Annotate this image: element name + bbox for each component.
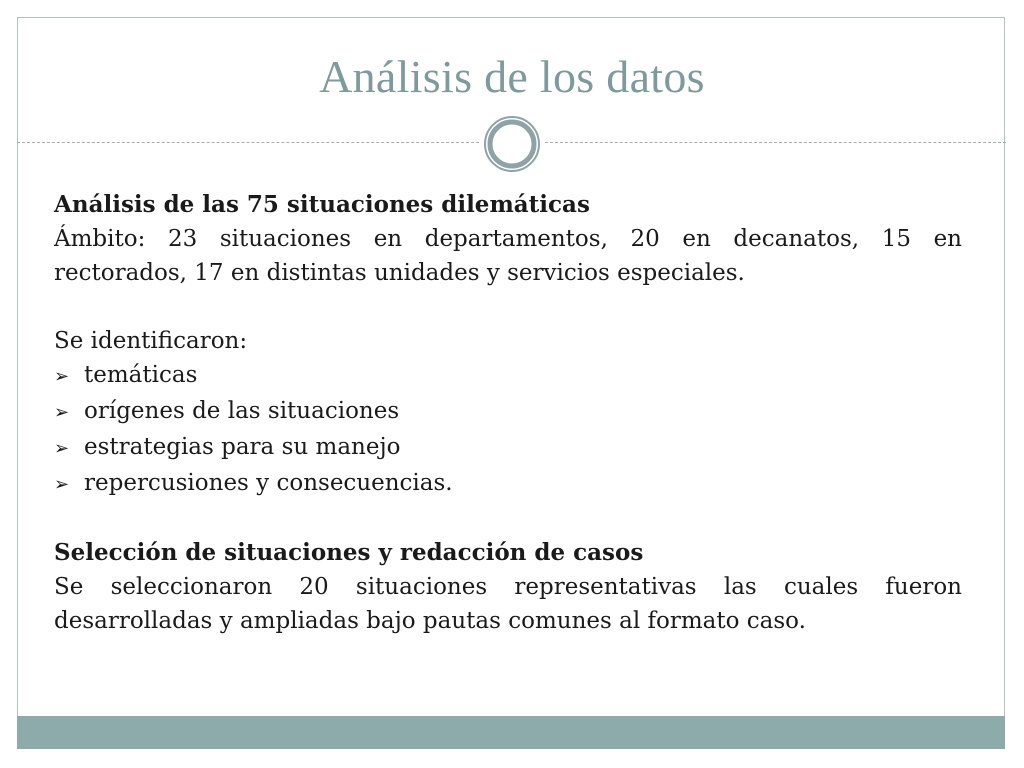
arrowhead-bullet-icon: ➢ — [54, 438, 70, 459]
title-divider-left — [17, 142, 479, 143]
list-item-text: estrategias para su manejo — [84, 434, 401, 460]
list-item — [54, 394, 962, 430]
slide-content — [54, 188, 962, 638]
list-item — [54, 466, 962, 502]
arrowhead-bullet-icon: ➢ — [54, 366, 70, 387]
section-body-scope: Ámbito: 23 situaciones en departamentos, 20 en decanatos, 15 en rectorados, 17 en distintas unidades y servicios especiales. — [54, 226, 962, 286]
footer-accent-bar — [17, 716, 1005, 749]
title-divider-right — [545, 142, 1006, 143]
identified-label: Se identificaron: — [54, 328, 248, 354]
list-item-text: orígenes de las situaciones — [84, 398, 400, 424]
section-body-selection: Se seleccionaron 20 situaciones representativas las cuales fueron desarrolladas y ampliadas bajo pautas comunes al formato caso. — [54, 574, 962, 634]
list-item — [54, 430, 962, 466]
circle-ornament-icon — [482, 114, 542, 174]
slide-title: Análisis de los datos — [319, 51, 705, 102]
list-item-text: repercusiones y consecuencias. — [84, 470, 453, 496]
section-heading-selection: Selección de situaciones y redacción de casos — [54, 539, 644, 566]
list-item-text: temáticas — [84, 362, 198, 388]
arrowhead-bullet-icon: ➢ — [54, 474, 70, 495]
arrowhead-bullet-icon: ➢ — [54, 402, 70, 423]
list-item — [54, 358, 962, 394]
section-heading-analysis: Análisis de las 75 situaciones dilemáticas — [54, 191, 590, 218]
